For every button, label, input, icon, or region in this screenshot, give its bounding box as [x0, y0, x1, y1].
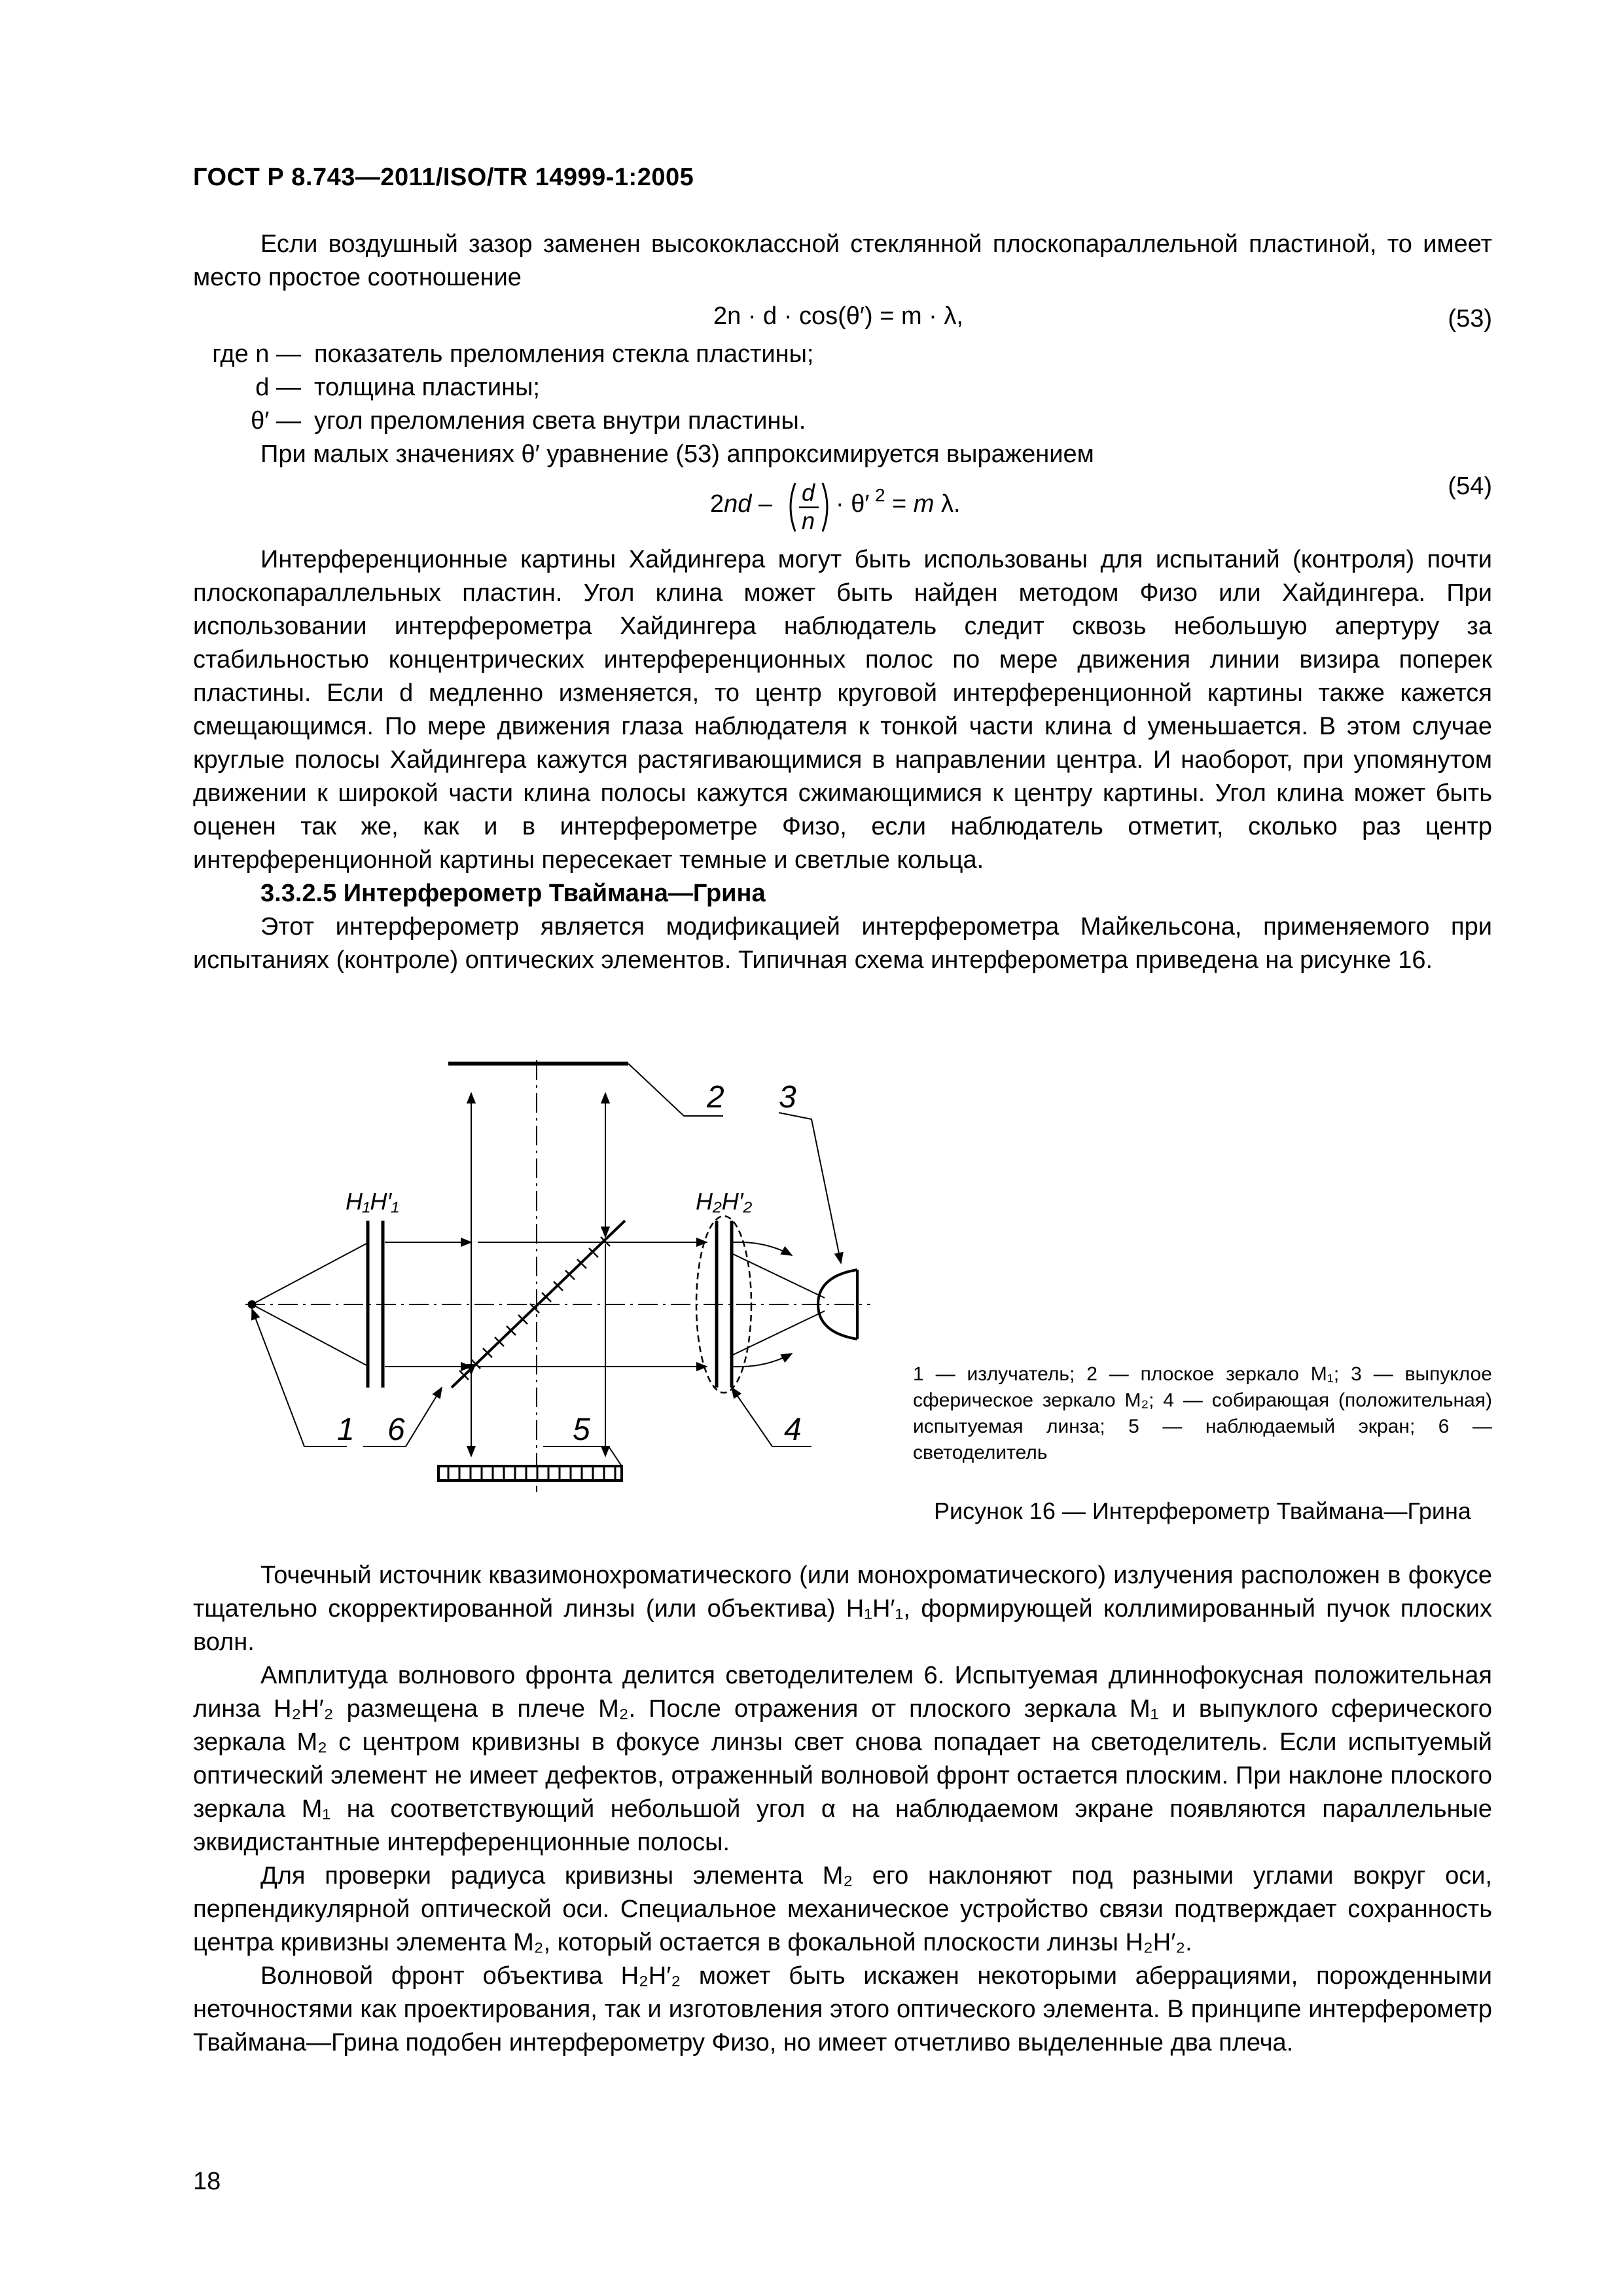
definition-key: θ′ —	[251, 407, 301, 435]
definition-d	[193, 371, 1492, 404]
figure-title: Рисунок 16 — Интерферометр Тваймана—Грина	[934, 1498, 1471, 1524]
svg-text:2nd –: 2nd –	[710, 490, 773, 518]
equation-53	[193, 298, 1492, 338]
figure-caption: 1 — излучатель; 2 — плоское зеркало M₁; 3 — выпуклое сферическое зеркало M₂; 4 — собирающая (положительная) испытуемая линза; 5 — наблюдаемый экран; 6 — светоделитель	[913, 1363, 1492, 1463]
equation-54-number: (54)	[1448, 473, 1492, 500]
label-4: 4	[784, 1412, 802, 1447]
definition-theta	[193, 404, 1492, 438]
label-6: 6	[387, 1412, 405, 1447]
leader-5	[543, 1446, 622, 1466]
text-block-bottom	[193, 1559, 1492, 2060]
svg-text:d: d	[802, 479, 815, 506]
interferometer-diagram	[216, 1047, 903, 1545]
paragraph-6: Амплитуда волнового фронта делится светоделителем 6. Испытуемая длиннофокусная положительная линза H₂H′₂ размещена в плече M₂. После отражения от плоского зеркала M₁ и выпуклого сферического зеркала M₂ с центром кривизны в фокусе линзы свет снова попадает на светоделитель. Если испытуемый оптический элемент не имеет дефектов, отраженный волновой фронт остается плоским. При наклоне плоского зеркала M₁ на соответствующий небольшой угол α на наблюдаемом экране появляются параллельные эквидистантные интерференционные полосы.	[193, 1662, 1492, 1856]
label-5: 5	[573, 1412, 590, 1447]
definition-n	[193, 338, 1492, 371]
paragraph-3: Интерференционные картины Хайдингера могут быть использованы для испытаний (контроля) почти плоскопараллельных пластин. Угол клина может быть найден методом Физо или Хайдингера. При использовании интерферометра Хайдингера наблюдатель следит сквозь небольшую апертуру за стабильностью концентрических интерференционных полос по мере движения линии визира поперек пластины. Если d медленно изменяется, то центр круговой интерференционной картины также кажется смещающимся. По мере движения глаза наблюдателя к тонкой части клина d уменьшается. В этом случае круглые полосы Хайдингера кажутся растягивающимися в направлении центра. И наоборот, при упомянутом движении к широкой части клина полосы кажутся сжимающимися к центру картины. Угол клина может быть оценен так же, как и в интерферометре Физо, если наблюдатель отметит, сколько раз центр интерференционной картины пересекает темные и светлые кольца.	[193, 546, 1492, 874]
paragraph-7: Для проверки радиуса кривизны элемента M₂ его наклоняют под разными углами вокруг оси, перпендикулярной оптической оси. Специальное механическое устройство связи подтверждает сохранность центра кривизны элемента M₂, который остается в фокальной плоскости линзы H₂H′₂.	[193, 1862, 1492, 1956]
paragraph-2: При малых значениях θ′ уравнение (53) аппроксимируется выражением	[260, 440, 1094, 468]
leader-3	[779, 1113, 841, 1263]
section-title: 3.3.2.5 Интерферометр Тваймана—Грина	[260, 880, 766, 907]
definition-value: угол преломления света внутри пластины.	[314, 407, 806, 435]
definition-value: толщина пластины;	[314, 374, 540, 401]
equation-53-formula: 2n · d · cos(θ′) = m · λ,	[713, 302, 963, 330]
label-h1: H₁H′₁	[346, 1188, 399, 1215]
label-3: 3	[779, 1080, 796, 1115]
equation-54	[193, 471, 1492, 537]
definition-key: где n —	[212, 340, 301, 368]
svg-text:n: n	[802, 507, 815, 534]
text-block-top	[193, 228, 1492, 977]
svg-text:· θ′: · θ′	[836, 490, 870, 518]
equation-53-number: (53)	[1448, 305, 1492, 332]
equation-54-formula	[710, 471, 985, 537]
paragraph-4: Этот интерферометр является модификацией интерферометра Майкельсона, применяемого при испытаниях (контроле) оптических элементов. Типичная схема интерферометра приведена на рисунке 16.	[193, 913, 1492, 974]
document-header: ГОСТ Р 8.743—2011/ISO/TR 14999-1:2005	[193, 164, 694, 191]
paragraph-8: Волновой фронт объектива H₂H′₂ может быть искажен некоторыми аберрациями, порожденными неточностями как проектирования, так и изготовления этого оптического элемента. В принципе интерферометр Тваймана—Грина подобен интерферометру Физо, но имеет отчетливо выделенные два плеча.	[193, 1962, 1492, 2056]
definition-key: d —	[255, 374, 301, 401]
paragraph-5: Точечный источник квазимонохроматического (или монохроматического) излучения расположен в фокусе тщательно скорректированной линзы (или объектива) H₁H′₁, формирующей коллимированный пучок плоских волн.	[193, 1562, 1492, 1656]
svg-text:= m λ.: = m λ.	[892, 490, 961, 518]
label-h2: H₂H′₂	[696, 1188, 753, 1215]
definition-value: показатель преломления стекла пластины;	[314, 340, 814, 368]
label-1: 1	[337, 1412, 355, 1447]
paragraph-1: Если воздушный зазор заменен высококлассной стеклянной плоскопараллельной пластиной, то имеет место простое соотношение	[193, 230, 1492, 291]
svg-text:2: 2	[875, 485, 885, 505]
label-2: 2	[707, 1080, 724, 1115]
observation-screen	[438, 1466, 622, 1480]
page-number: 18	[193, 2168, 221, 2195]
